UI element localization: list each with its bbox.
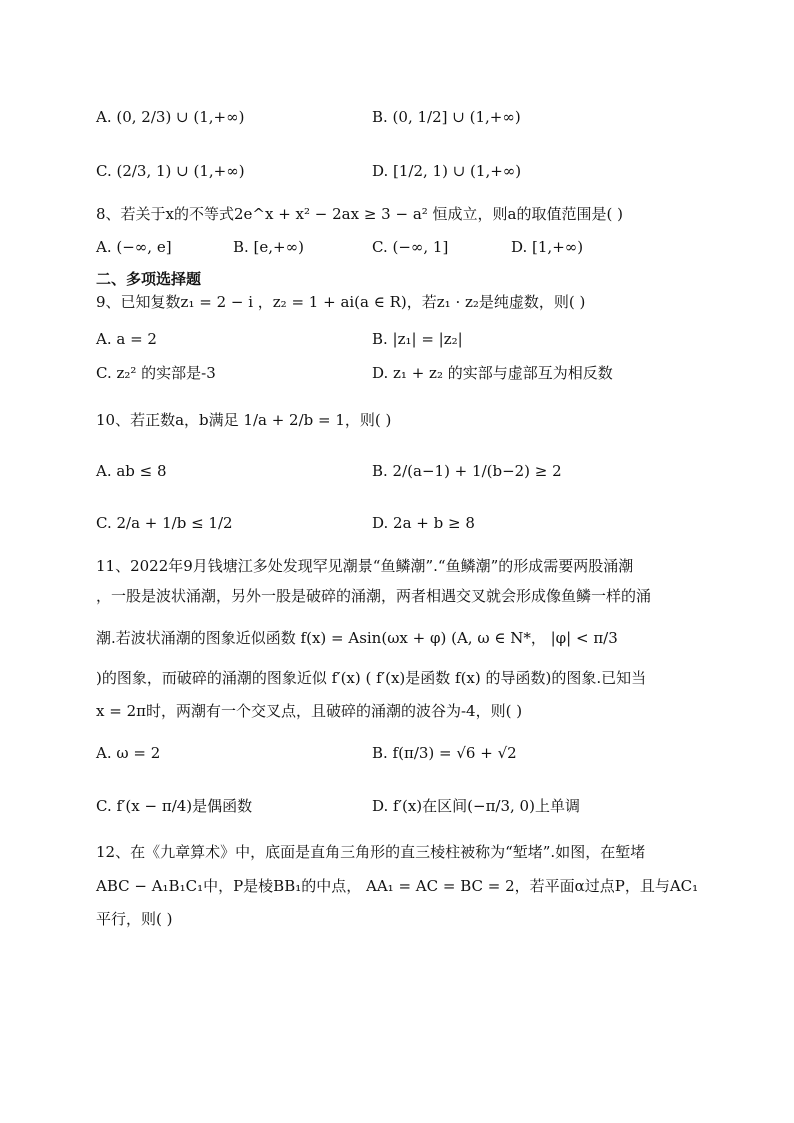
section-heading-multiple-choice: 二、多项选择题 bbox=[96, 270, 202, 288]
q12-line-3: 平行，则( ) bbox=[96, 910, 173, 928]
q8-option-c[interactable]: C. (−∞, 1] bbox=[372, 238, 449, 256]
q11-line-2: ，一股是波状涌潮，另外一股是破碎的涌潮，两者相遇交叉就会形成像鱼鳞一样的涌 bbox=[96, 587, 652, 605]
q8-stem: 8、若关于x的不等式2e^x + x² − 2ax ≥ 3 − a² 恒成立，则a的取值范围是( ) bbox=[96, 205, 623, 223]
q7-option-c[interactable]: C. (2/3, 1) ∪ (1,+∞) bbox=[96, 162, 245, 180]
q10-stem: 10、若正数a，b满足 1/a + 2/b = 1，则( ) bbox=[96, 411, 392, 429]
q7-option-b[interactable]: B. (0, 1/2] ∪ (1,+∞) bbox=[372, 108, 521, 126]
q11-option-a[interactable]: A. ω = 2 bbox=[96, 744, 161, 762]
q12-line-1: 12、在《九章算术》中，底面是直角三角形的直三棱柱被称为“堑堵”.如图，在堑堵 bbox=[96, 843, 646, 861]
q11-line-3: 潮.若波状涌潮的图象近似函数 f(x) = Asin(ωx + φ) (A, ω ∈ N*， |φ| < π/3 bbox=[96, 629, 618, 647]
q10-option-c[interactable]: C. 2/a + 1/b ≤ 1/2 bbox=[96, 514, 233, 532]
q11-line-5: x = 2π时，两潮有一个交叉点，且破碎的涌潮的波谷为-4，则( ) bbox=[96, 702, 523, 720]
q11-line-1: 11、2022年9月钱塘江多处发现罕见潮景“鱼鳞潮”.“鱼鳞潮”的形成需要两股涌潮 bbox=[96, 557, 634, 575]
q8-option-a[interactable]: A. (−∞, e] bbox=[96, 238, 172, 256]
q9-option-d[interactable]: D. z₁ + z₂ 的实部与虚部互为相反数 bbox=[372, 364, 613, 382]
q10-option-a[interactable]: A. ab ≤ 8 bbox=[96, 462, 167, 480]
q11-option-c[interactable]: C. f′(x − π/4)是偶函数 bbox=[96, 797, 253, 815]
q10-option-b[interactable]: B. 2/(a−1) + 1/(b−2) ≥ 2 bbox=[372, 462, 562, 480]
q7-option-a[interactable]: A. (0, 2/3) ∪ (1,+∞) bbox=[96, 108, 245, 126]
q10-option-d[interactable]: D. 2a + b ≥ 8 bbox=[372, 514, 475, 532]
q7-option-d[interactable]: D. [1/2, 1) ∪ (1,+∞) bbox=[372, 162, 522, 180]
q8-option-b[interactable]: B. [e,+∞) bbox=[233, 238, 304, 256]
q11-option-b[interactable]: B. f(π/3) = √6 + √2 bbox=[372, 744, 517, 762]
q9-option-c[interactable]: C. z₂² 的实部是-3 bbox=[96, 364, 216, 382]
q9-option-b[interactable]: B. |z₁| = |z₂| bbox=[372, 330, 463, 348]
q11-line-4: )的图象，而破碎的涌潮的图象近似 f′(x) ( f′(x)是函数 f(x) 的导函数)的图象.已知当 bbox=[96, 669, 647, 687]
q9-option-a[interactable]: A. a = 2 bbox=[96, 330, 157, 348]
q9-stem: 9、已知复数z₁ = 2 − i ，z₂ = 1 + ai(a ∈ R)，若z₁ · z₂是纯虚数，则( ) bbox=[96, 293, 586, 311]
q8-option-d[interactable]: D. [1,+∞) bbox=[511, 238, 584, 256]
q11-option-d[interactable]: D. f′(x)在区间(−π/3, 0)上单调 bbox=[372, 797, 580, 815]
q12-line-2: ABC − A₁B₁C₁中，P是棱BB₁的中点， AA₁ = AC = BC = 2，若平面α过点P，且与AC₁ bbox=[96, 877, 699, 895]
